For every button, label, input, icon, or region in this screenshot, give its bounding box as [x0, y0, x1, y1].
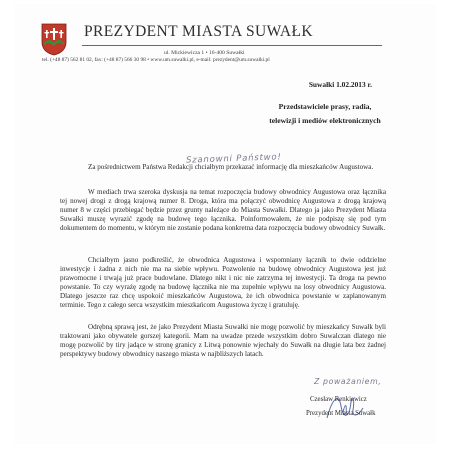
- letter-date: Suwałki 1.02.2013 r.: [308, 80, 372, 89]
- recipient-line: Przedstawiciele prasy, radia,: [278, 102, 372, 111]
- body-paragraph-text: W mediach trwa szeroka dyskusja na temat rozpoczęcia budowy obwodnicy Augustowa oraz łącznika tej nowej drogi z drogą krajową numer 8. Droga, która ma połączyć obwodnicę Augustowa z drogą krajową numer 8 w części przebiegać będzie przez grunty należące do Miasta Suwałki. Dlatego ja jako Prezydent Miasta Suwałki muszę wyrazić zgodę na budowę tego łącznika. Poinformowałem, że nie podpiszę się pod tym dokumentem do momentu, w którym nie zostanie podana konkretna data rozpoczęcia budowy obwodnicy Suwałk.: [60, 188, 386, 233]
- letterhead-title: PREZYDENT MIASTA SUWAŁK: [84, 23, 313, 40]
- body-paragraph: [60, 163, 386, 172]
- body-paragraph: [60, 188, 386, 233]
- body-paragraph: [60, 256, 386, 311]
- handwritten-closing: Z poważaniem,: [314, 377, 382, 386]
- body-paragraph: [60, 323, 386, 359]
- body-paragraph-text: Odrębną sprawą jest, że jako Prezydent Miasta Suwałki nie mogę pozwolić by mieszkańcy Suwałk byli traktowani jako obywatele gorszej kategorii. Mam na uwadze przede wszystkim dobro Suwalczan dlatego nie mogę pozwolić by tiry jadące w stronę granicy z Litwą ponownie wjechały do Suwałk na długie lata bez żadnej perspektywy budowy obwodnicy naszego miasta w najbliższych latach.: [60, 323, 386, 359]
- handwritten-greeting: Szanowni Państwo!: [185, 152, 282, 166]
- letterhead-contact: tel. (+48 87) 562 81 02, fax: (+48 87) 566 30 98 • www.um.suwalki.pl, e-mail: prezydent@um.suwalki.pl: [42, 57, 270, 63]
- body-paragraph-text: Za pośrednictwem Państwa Redakcji chciałbym przekazać informację dla mieszkańców Augustowa.: [88, 163, 374, 171]
- recipient-block: [250, 100, 400, 127]
- recipient-line: telewizji i mediów elektronicznych: [269, 115, 381, 125]
- letterhead-divider: [82, 45, 382, 46]
- signature-name: Czesław Renkiewicz: [310, 396, 367, 403]
- city-crest-icon: [40, 22, 68, 56]
- signature-title: Prezydent Miasta Suwałk: [306, 410, 376, 417]
- letterhead-address: ul. Mickiewicza 1 • 16-400 Suwałki: [164, 50, 245, 56]
- letter-page: [14, 4, 436, 444]
- body-paragraph-text: Chciałbym jasno podkreślić, że obwodnica Augustowa i wspomniany łącznik to dwie oddzielne inwestycje i żadna z nich nie ma na siebie wpływu. Pozwolenie na budowę obwodnicy Augustowa jest już prawomocne i trwają już prace budowlane. Dlatego nikt i nic nie zatrzyma tej inwestycji. Ta droga na pewno powstanie. To czy wyrażę zgodę na budowę łącznika nie ma zupełnie wpływu na losy obwodnicy Augustowa. Dlatego jeszcze raz chcę uspokoić mieszkańców Augustowa, że ich obwodnica powstanie w zaplanowanym terminie. Tego z całego serca wszystkim mieszkańcom Augustowa życzę i gratuluję.: [60, 256, 386, 310]
